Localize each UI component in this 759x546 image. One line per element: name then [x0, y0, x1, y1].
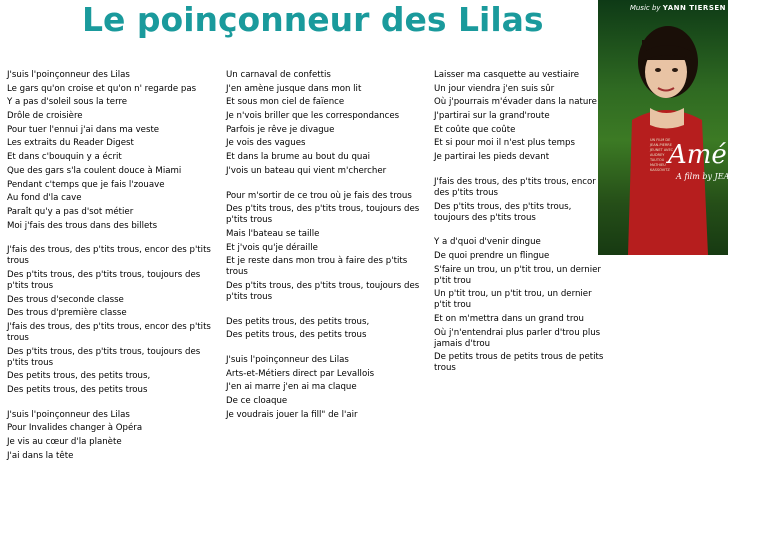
lyric-line: J'en amène jusque dans mon lit	[226, 83, 362, 94]
lyric-line: Pendant c'temps que je fais l'zouave	[7, 179, 165, 190]
lyric-line: Parfois je rêve je divague	[226, 124, 335, 135]
lyric-line: Des trous d'seconde classe	[7, 294, 124, 305]
lyric-line: Drôle de croisière	[7, 111, 83, 122]
poster-illustration	[598, 0, 728, 255]
lyric-line: Et dans c'bouquin y a écrit	[7, 152, 122, 163]
stanza	[226, 70, 421, 177]
stanza	[226, 355, 421, 421]
lyric-line: Et si pour moi il n'est plus temps	[434, 138, 575, 149]
lyric-line: Paraît qu'y a pas d'sot métier	[7, 206, 134, 217]
lyric-line: Où j'pourrais m'évader dans la nature	[434, 97, 597, 108]
lyric-line: Des p'tits trous, des p'tits trous, toujours des p'tits trous	[226, 204, 420, 226]
lyric-line: Arts-et-Métiers direct par Levallois	[226, 368, 375, 379]
lyric-line: Des petits trous, des petits trous	[226, 330, 367, 341]
stanza-gap	[434, 226, 609, 237]
lyric-line: Des p'tits trous, des p'tits trous, toujours des p'tits trous	[7, 269, 201, 291]
lyric-line: Que des gars s'la coulent douce à Miami	[7, 165, 182, 176]
lyric-line: J'suis l'poinçonneur des Lilas	[226, 355, 349, 365]
poster-small-credits: UN FILM DE JEAN-PIERRE JEUNET AVEC AUDREY TAUTOU MATHIEU KASSOVITZ	[650, 138, 674, 172]
lyric-line: Y a d'quoi d'venir dingue	[434, 237, 541, 248]
lyric-line: De petits trous de petits trous de petits trous	[434, 352, 604, 374]
lyric-line: Des petits trous, des petits trous	[7, 385, 148, 396]
lyric-line: Et j'vois qu'je déraille	[226, 242, 318, 253]
stanza-gap	[434, 166, 609, 177]
lyric-line: Des p'tits trous, des p'tits trous, toujours des p'tits trous	[7, 346, 201, 368]
lyric-line: Un carnaval de confettis	[226, 70, 331, 80]
poster-film-by: A film by JEAN-PIE	[676, 172, 754, 181]
lyric-line: Moi j'fais des trous dans des billets	[7, 220, 158, 231]
page-title: Le poinçonneur des Lilas	[82, 0, 544, 39]
lyric-line: Un p'tit trou, un p'tit trou, un dernier p'tit trou	[434, 289, 592, 311]
lyric-line: Je vois des vagues	[226, 138, 306, 149]
stanza-gap	[226, 180, 421, 191]
stanza	[434, 177, 609, 224]
stanza-gap	[7, 399, 212, 410]
lyric-line: Et on m'mettra dans un grand trou	[434, 313, 584, 324]
lyric-line: J'partirai sur la grand'route	[434, 111, 550, 122]
stanza-gap	[226, 306, 421, 317]
lyric-line: J'fais des trous, des p'tits trous, encor des p'tits trous	[7, 322, 211, 343]
stanza-gap	[7, 234, 212, 245]
lyric-line: Des p'tits trous, des p'tits trous, toujours des p'tits trous	[434, 201, 572, 223]
lyric-line: Y a pas d'soleil sous la terre	[7, 97, 128, 108]
lyric-line: Le gars qu'on croise et qu'on n' regarde pas	[7, 83, 197, 94]
amelie-poster-image	[598, 0, 759, 255]
lyric-line: Des p'tits trous, des p'tits trous, toujours des p'tits trous	[226, 280, 420, 302]
lyrics-column-3	[434, 70, 609, 377]
lyric-line: J'fais des trous, des p'tits trous, encor des p'tits trous	[434, 176, 596, 198]
lyric-line: Au fond d'la cave	[7, 193, 82, 204]
poster-film-title: Amélie	[668, 140, 759, 170]
lyric-line: Pour Invalides changer à Opéra	[7, 423, 143, 434]
lyric-line: Je voudrais jouer la fill" de l'air	[226, 409, 358, 420]
stanza	[226, 191, 421, 303]
lyric-line: Laisser ma casquette au vestiaire	[434, 70, 580, 80]
stanza-gap	[226, 344, 421, 355]
lyrics-column-1	[7, 70, 212, 465]
lyric-line: Je n'vois briller que les correspondances	[226, 111, 400, 122]
lyric-line: Et je reste dans mon trou à faire des p'tits trous	[226, 256, 408, 278]
lyric-line: Pour tuer l'ennui j'ai dans ma veste	[7, 124, 160, 135]
lyric-line: De quoi prendre un flingue	[434, 250, 550, 261]
poster-credit-name: YANN TIERSEN	[662, 4, 726, 12]
lyric-line: J'fais des trous, des p'tits trous, encor des p'tits trous	[7, 245, 211, 267]
lyric-line: Et sous mon ciel de faïence	[226, 97, 345, 108]
poster-credit-prefix: Music by	[629, 4, 661, 12]
lyric-line: J'suis l'poinçonneur des Lilas	[7, 70, 130, 80]
lyric-line: S'faire un trou, un p'tit trou, un dernier p'tit trou	[434, 264, 601, 286]
lyric-line: Et dans la brume au bout du quai	[226, 152, 371, 163]
lyrics-column-2	[226, 70, 421, 423]
lyric-line: Mais l'bateau se taille	[226, 228, 320, 239]
lyric-line: Et coûte que coûte	[434, 124, 516, 135]
lyric-line: Je partirai les pieds devant	[434, 152, 550, 163]
stanza	[226, 317, 421, 342]
stanza	[7, 245, 212, 396]
lyric-line: Je vis au cœur d'la planète	[7, 437, 122, 448]
lyric-line: Des trous d'première classe	[7, 308, 127, 319]
stanza	[434, 237, 609, 374]
stanza	[7, 410, 212, 462]
lyric-line: Pour m'sortir de ce trou où je fais des trous	[226, 190, 412, 201]
lyric-line: Où j'n'entendrai plus parler d'trou plus jamais d'trou	[434, 327, 601, 349]
stanza	[7, 70, 212, 232]
lyric-line: J'suis l'poinçonneur des Lilas	[7, 409, 130, 420]
stanza	[434, 70, 609, 163]
lyric-line: Un jour viendra j'en suis sûr	[434, 83, 555, 94]
lyric-line: Les extraits du Reader Digest	[7, 138, 134, 149]
lyric-line: J'en ai marre j'en ai ma claque	[226, 382, 357, 393]
lyric-line: De ce cloaque	[226, 396, 288, 407]
lyric-line: J'ai dans la tête	[7, 450, 74, 461]
lyric-line: Des petits trous, des petits trous,	[226, 316, 370, 327]
lyric-line: J'vois un bateau qui vient m'chercher	[226, 165, 387, 176]
lyric-line: Des petits trous, des petits trous,	[7, 371, 151, 382]
poster-credit	[630, 4, 726, 12]
